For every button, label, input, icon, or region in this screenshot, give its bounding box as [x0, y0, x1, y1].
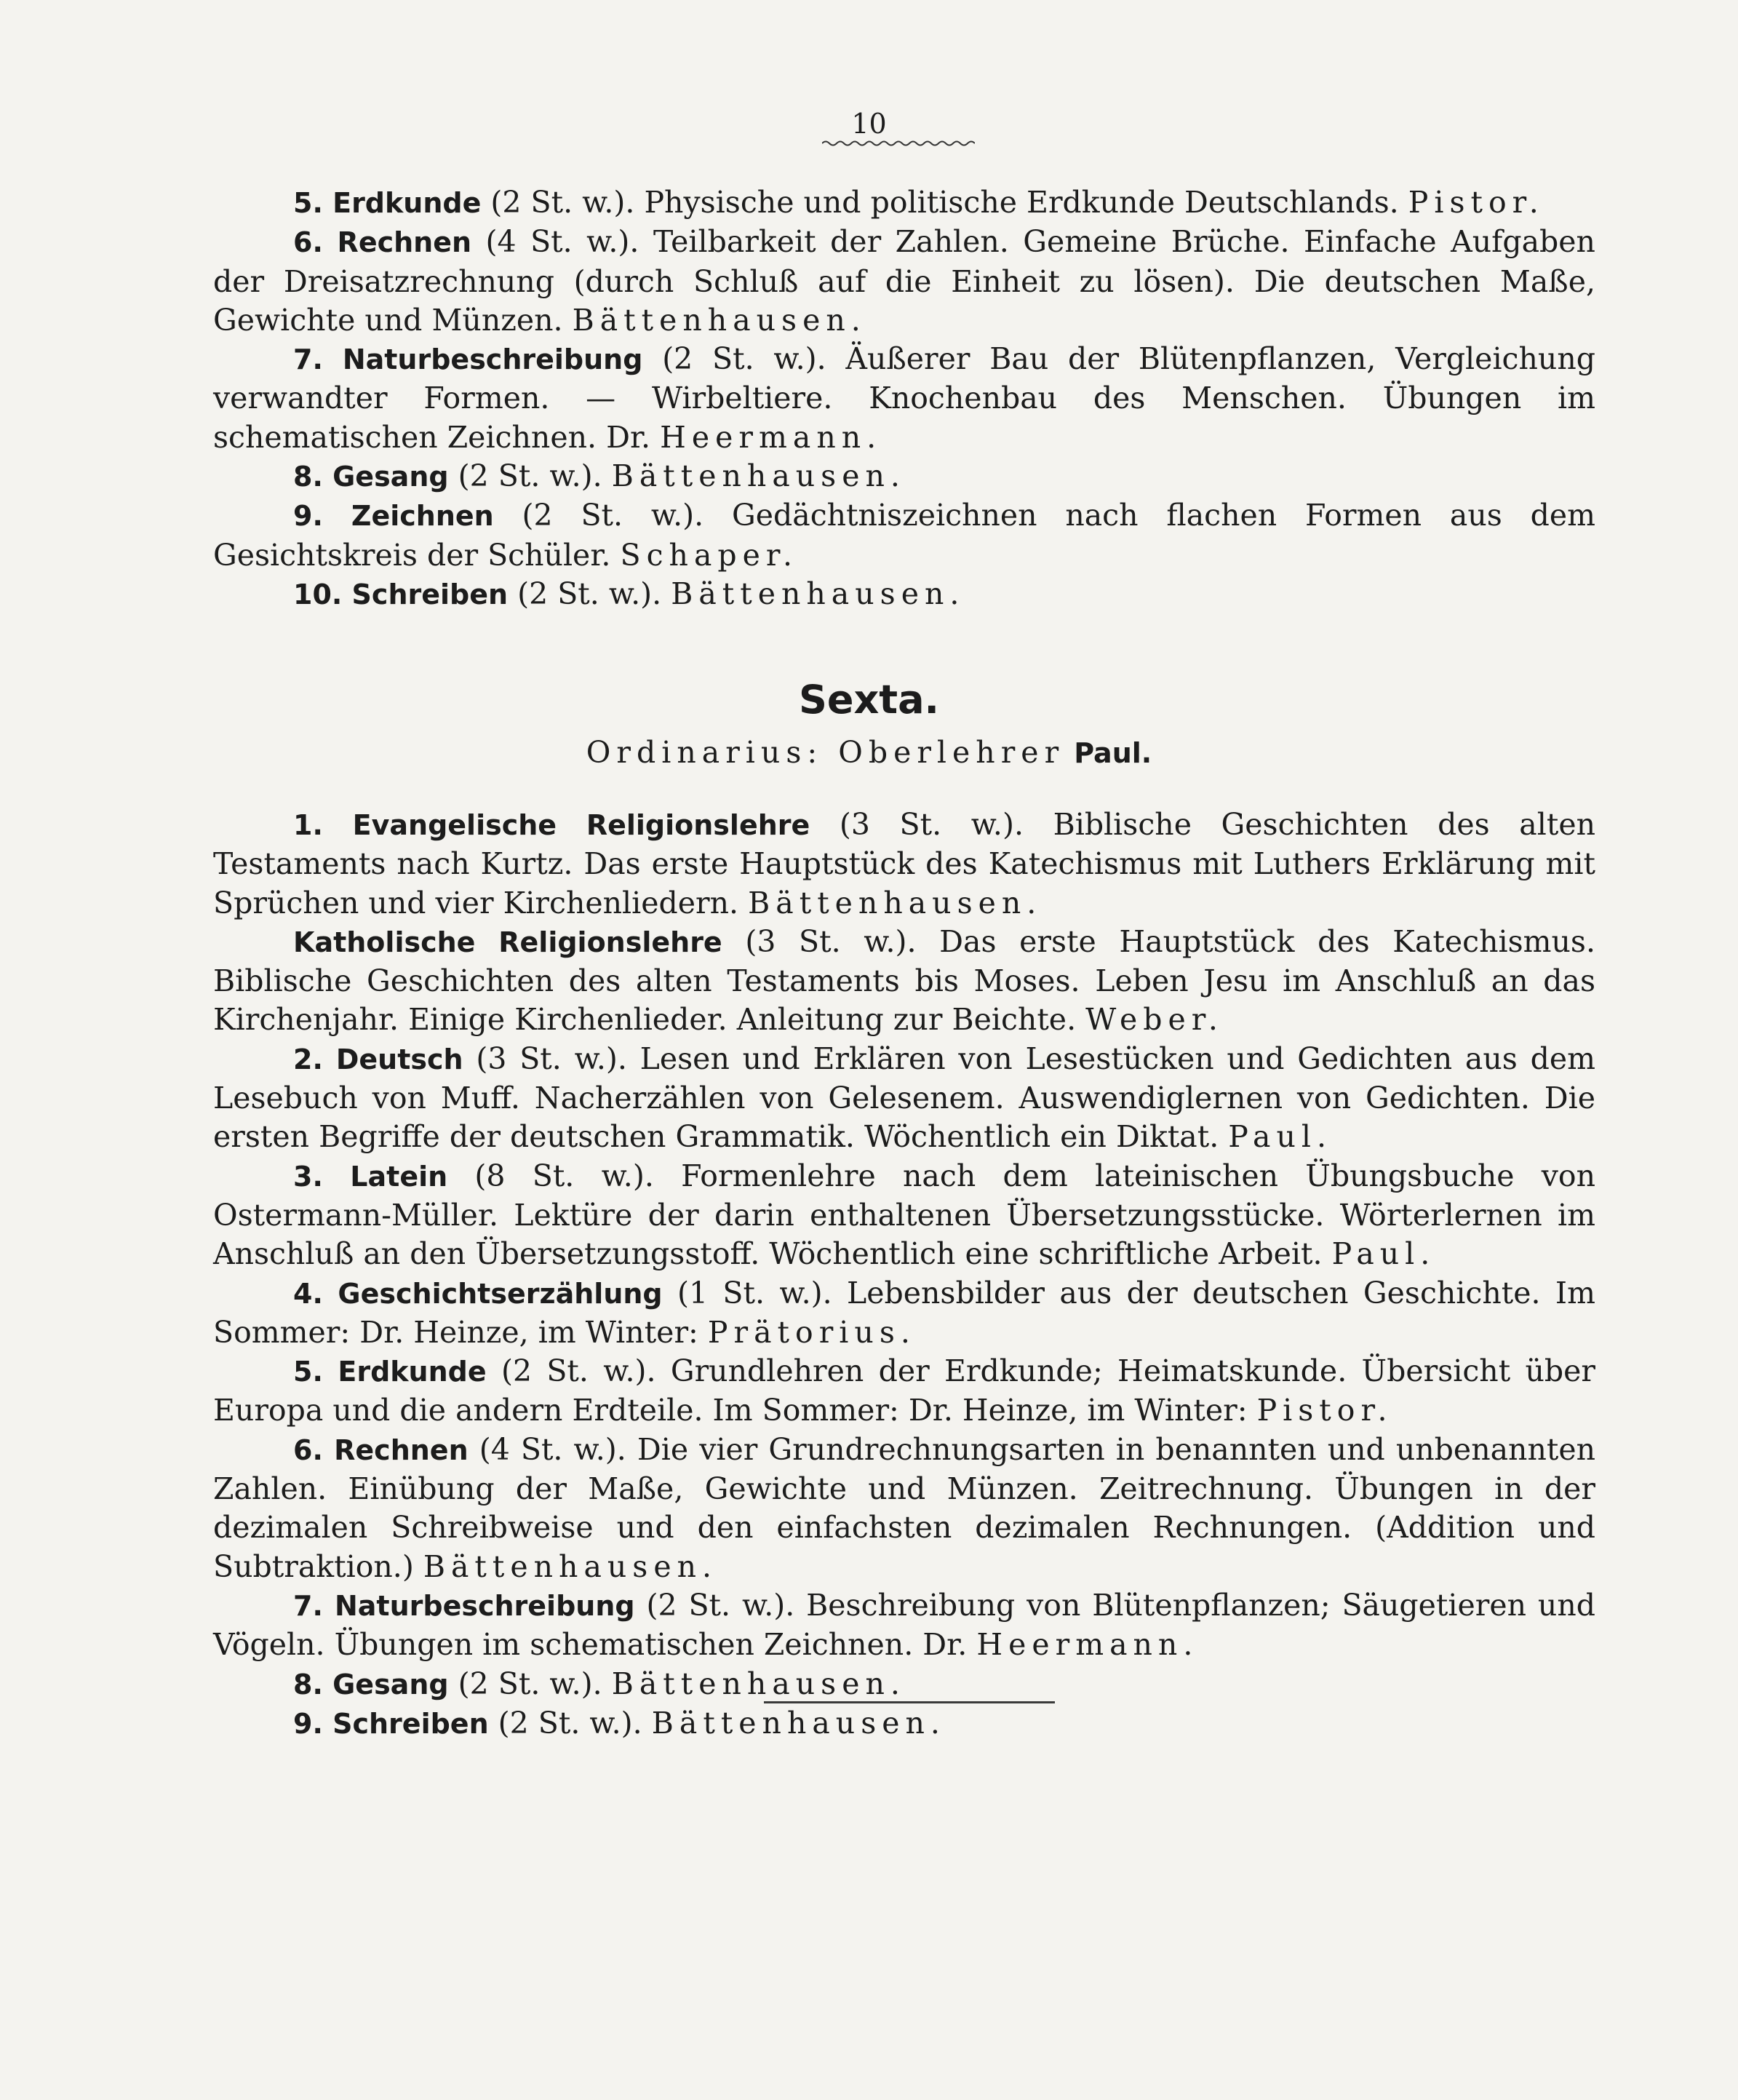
teacher-name: Prätorius.	[707, 1314, 916, 1350]
paragraph-body: (1 St. w.). Lebensbilder aus der deutschen Geschichte. Im Sommer: Dr. Heinze, im Winter:	[213, 1275, 1595, 1350]
paragraph-body: (4 St. w.). Teilbarkeit der Zahlen. Gemeine Brüche. Einfache Aufgaben der Dreisatzrechnung (durch Schluß auf die Einheit zu lösen). Die deutschen Maße, Gewichte und Münzen.	[213, 224, 1595, 338]
paragraph-body: (3 St. w.). Das erste Hauptstück des Katechismus. Biblische Geschichten des alten Testaments bis Moses. Leben Jesu im Anschluß an das Kirchenjahr. Einige Kirchenlieder. Anleitung zur Beichte.	[213, 923, 1595, 1038]
subject-heading: 9. Schreiben	[293, 1707, 489, 1740]
subject-heading: 8. Gesang	[293, 1668, 449, 1701]
subject-heading: 5. Erdkunde	[293, 187, 482, 219]
section-heading-sexta: Sexta.	[798, 677, 940, 723]
subject-heading: 3. Latein	[293, 1160, 448, 1193]
ordinarius-line	[0, 735, 1738, 770]
teacher-name: Pistor.	[1408, 185, 1544, 220]
section-top	[213, 183, 1595, 614]
subject-heading: 5. Erdkunde	[293, 1356, 487, 1388]
ordinarius-label: Ordinarius: Oberlehrer	[586, 735, 1065, 770]
paragraph	[213, 1431, 1595, 1586]
section-sexta	[213, 806, 1595, 1743]
subject-heading: Katholische Religionslehre	[293, 926, 722, 958]
teacher-name: Heermann.	[660, 419, 882, 455]
teacher-name: Heermann.	[976, 1627, 1199, 1663]
teacher-name: Schaper.	[620, 537, 799, 573]
subject-heading: 10. Schreiben	[293, 578, 509, 610]
paragraph	[213, 1157, 1595, 1274]
teacher-name: Weber.	[1085, 1002, 1224, 1038]
paragraph-body: (2 St. w.). Beschreibung von Blütenpflanzen; Säugetieren und Vögeln. Übungen im schematischen Zeichnen. Dr.	[213, 1587, 1595, 1663]
paragraph-body: (2 St. w.).	[458, 1666, 602, 1701]
subject-heading: 1. Evangelische Religionslehre	[293, 809, 810, 841]
paragraph-body: (8 St. w.). Formenlehre nach dem lateinischen Übungsbuche von Ostermann-Müller. Lektüre der darin enthaltenen Übersetzungsstücke. Wörterlernen im Anschluß an den Übersetzungsstoff. Wöchentlich eine schriftliche Arbeit.	[213, 1158, 1595, 1272]
paragraph	[213, 575, 1595, 614]
paragraph	[213, 806, 1595, 923]
teacher-name: Bättenhausen.	[651, 1705, 946, 1741]
paragraph	[213, 183, 1595, 223]
subject-heading: 8. Gesang	[293, 461, 449, 493]
teacher-name: Bättenhausen.	[423, 1548, 718, 1584]
subject-heading: 6. Rechnen	[293, 226, 472, 259]
paragraph-body: (2 St. w.). Grundlehren der Erdkunde; Heimatskunde. Übersicht über Europa und die andern Erdteile. Im Sommer: Dr. Heinze, im Winter:	[213, 1353, 1596, 1428]
teacher-name: Bättenhausen.	[611, 458, 906, 494]
teacher-name: Bättenhausen.	[611, 1666, 906, 1701]
teacher-name: Paul.	[1331, 1236, 1436, 1272]
teacher-name: Paul.	[1228, 1119, 1333, 1155]
paragraph	[213, 1704, 1595, 1743]
paragraph	[213, 923, 1595, 1040]
paragraph-body: (4 St. w.). Die vier Grundrechnungsarten in benannten und unbenannten Zahlen. Einübung der Maße, Gewichte und Münzen. Zeitrechnung. Übungen in der dezimalen Schreibweise und den einfachsten dezimalen Rechnungen. (Addition und Subtraktion.)	[213, 1431, 1595, 1584]
page-number: 10	[851, 108, 887, 140]
subject-heading: 9. Zeichnen	[293, 500, 494, 533]
paragraph	[213, 340, 1595, 457]
paragraph	[213, 1586, 1595, 1665]
subject-heading: 7. Naturbeschreibung	[293, 1589, 635, 1622]
subject-heading: 2. Deutsch	[293, 1043, 463, 1075]
paragraph-body: (3 St. w.). Biblische Geschichten des alten Testaments nach Kurtz. Das erste Hauptstück des Katechismus mit Luthers Erklärung mit Sprüchen und vier Kirchenliedern.	[213, 807, 1595, 920]
teacher-name: Pistor.	[1256, 1393, 1393, 1428]
paragraph	[213, 1040, 1595, 1157]
paragraph	[213, 496, 1595, 575]
paragraph-body: (2 St. w.).	[458, 458, 602, 494]
end-rule	[764, 1701, 1055, 1703]
paragraph	[213, 1665, 1595, 1704]
teacher-name: Bättenhausen.	[748, 885, 1043, 920]
paragraph-body: (2 St. w.). Äußerer Bau der Blütenpflanzen, Vergleichung verwandter Formen. — Wirbeltiere. Knochenbau des Menschen. Übungen im schematischen Zeichnen. Dr.	[213, 341, 1595, 455]
paragraph-body: (2 St. w.). Physische und politische Erdkunde Deutschlands.	[490, 185, 1399, 220]
subject-heading: 7. Naturbeschreibung	[293, 343, 643, 376]
paragraph	[213, 1274, 1595, 1353]
ordinarius-name: Paul.	[1074, 737, 1152, 769]
paragraph	[213, 457, 1595, 496]
paragraph-body: (2 St. w.).	[498, 1705, 642, 1741]
teacher-name: Bättenhausen.	[671, 576, 965, 611]
subject-heading: 6. Rechnen	[293, 1433, 469, 1466]
subject-heading: 4. Geschichtserzählung	[293, 1277, 663, 1310]
paragraph-body: (2 St. w.).	[517, 576, 662, 611]
teacher-name: Bättenhausen.	[572, 302, 866, 338]
paragraph	[213, 223, 1595, 340]
page-number-ornament	[822, 138, 975, 148]
paragraph	[213, 1352, 1595, 1431]
paragraph-body: (2 St. w.). Gedächtniszeichnen nach flachen Formen aus dem Gesichtskreis der Schüler.	[213, 498, 1595, 573]
paragraph-body: (3 St. w.). Lesen und Erklären von Lesestücken und Gedichten aus dem Lesebuch von Muff. Nacherzählen von Gelesenem. Auswendiglernen von Gedichten. Die ersten Begriffe der deutschen Grammatik. Wöchentlich ein Diktat.	[213, 1041, 1595, 1155]
